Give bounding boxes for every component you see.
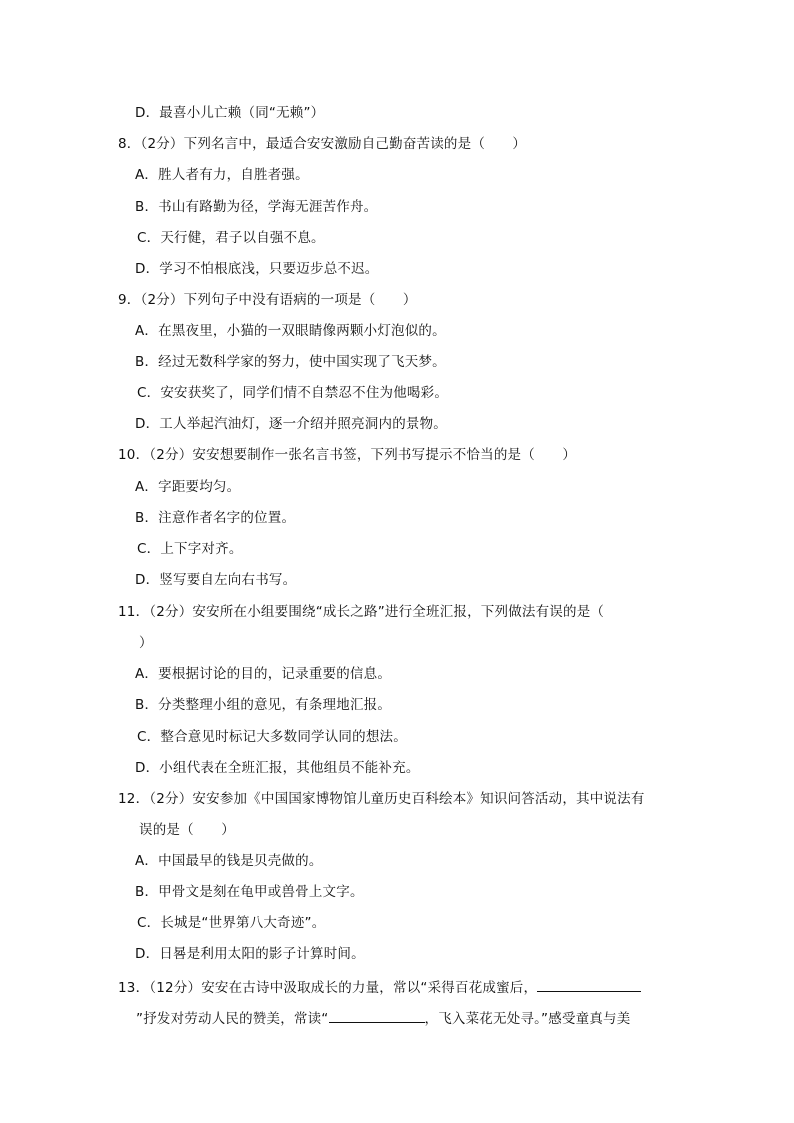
q12-option-c: C．长城是“世界第八大奇迹”。	[137, 915, 326, 931]
q10-option-b: B．注意作者名字的位置。	[135, 510, 296, 526]
q13-line2-part2: ，飞入菜花无处寻。”感受童真与美	[424, 1011, 631, 1027]
q12-option-d: D．日晷是利用太阳的影子计算时间。	[135, 946, 365, 962]
q11-option-b: B．分类整理小组的意见，有条理地汇报。	[135, 697, 392, 713]
q10-stem: 10．（2分）安安想要制作一张名言书签，下列书写提示不恰当的是（ ）	[118, 447, 577, 463]
q9-option-c: C．安安获奖了，同学们情不自禁忍不住为他喝彩。	[137, 385, 449, 401]
q10-option-c: C．上下字对齐。	[137, 541, 243, 557]
q13-line2-part1: ”抒发对劳动人民的赞美，常读“	[136, 1011, 329, 1027]
q12-option-a: A．中国最早的钱是贝壳做的。	[135, 853, 323, 869]
q13-blank-1[interactable]	[537, 977, 641, 992]
q11-stem-line2: ）	[139, 635, 153, 651]
q8-option-c: C．天行健，君子以自强不息。	[137, 230, 325, 246]
q9-stem: 9．（2分）下列句子中没有语病的一项是（ ）	[118, 292, 417, 308]
q11-option-c: C．整合意见时标记大多数同学认同的想法。	[137, 729, 407, 745]
q13-line1	[118, 977, 641, 997]
q9-option-b: B．经过无数科学家的努力，使中国实现了飞天梦。	[135, 354, 446, 370]
q8-stem: 8．（2分）下列名言中，最适合安安激励自己勤奋苦读的是（ ）	[118, 136, 527, 152]
q9-option-d: D．工人举起汽油灯，逐一介绍并照亮洞内的景物。	[135, 416, 447, 432]
q9-option-a: A．在黑夜里，小猫的一双眼睛像两颗小灯泡似的。	[135, 323, 446, 339]
q8-option-b: B．书山有路勤为径，学海无涯苦作舟。	[135, 199, 378, 215]
q11-option-a: A．要根据讨论的目的，记录重要的信息。	[135, 666, 392, 682]
q8-option-d: D．学习不怕根底浅，只要迈步总不迟。	[135, 261, 379, 277]
q11-stem-line1: 11．（2分）安安所在小组要围绕“成长之路”进行全班汇报，下列做法有误的是（	[118, 604, 605, 620]
q12-stem-line1: 12．（2分）安安参加《中国国家博物馆儿童历史百科绘本》知识问答活动，其中说法有	[118, 791, 645, 807]
q13-line2	[136, 1008, 630, 1028]
q8-option-a: A．胜人者有力，自胜者强。	[135, 167, 309, 183]
q10-option-d: D．竖写要自左向右书写。	[135, 572, 297, 588]
q13-line1-text: 13．（12分）安安在古诗中汲取成长的力量，常以“采得百花成蜜后，	[118, 980, 538, 996]
q12-option-b: B．甲骨文是刻在龟甲或兽骨上文字。	[135, 884, 364, 900]
q12-stem-line2: 误的是（ ）	[139, 822, 235, 838]
q7-option-d: D．最喜小儿亡赖（同“无赖”）	[135, 105, 325, 121]
q10-option-a: A．字距要均匀。	[135, 479, 241, 495]
q13-blank-2[interactable]	[329, 1008, 425, 1023]
q11-option-d: D．小组代表在全班汇报，其他组员不能补充。	[135, 760, 420, 776]
